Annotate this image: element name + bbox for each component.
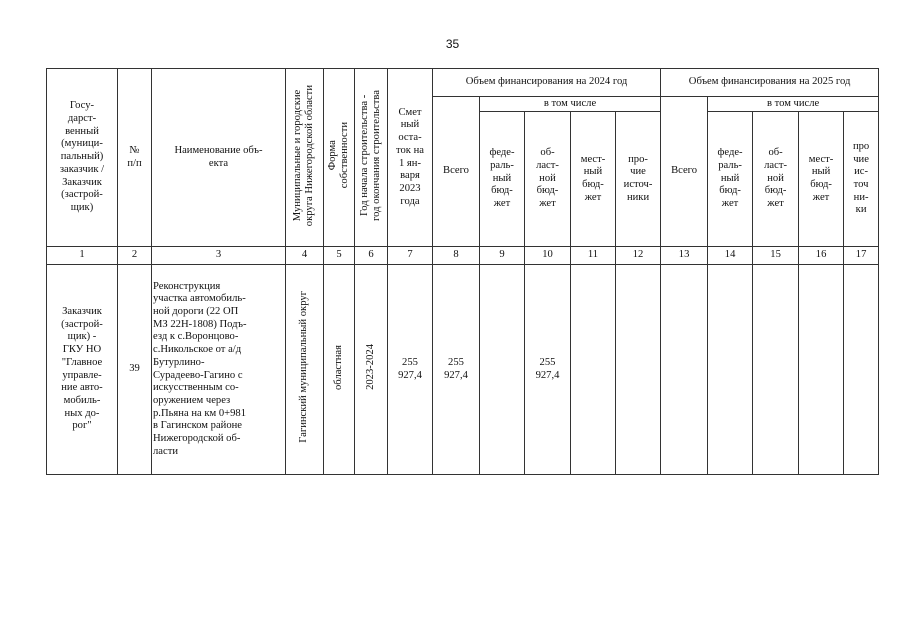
row-district-cell — [286, 265, 324, 475]
row-object-name: Реконструкция участка автомобиль- ной дороги (22 ОП МЗ 22Н-1808) Подъ- езд к с.Воронцово- с.Никольское от а/д Бутурлино- Сурадеево-Гагино с искусственным со- оружением через р.Пьяна на км 0+981 в Гагинском районе Нижегородской об- ласти — [152, 265, 286, 475]
column-number: 14 — [708, 247, 753, 265]
header-federal-2024: феде- раль- ный бюд- жет — [480, 112, 525, 247]
column-number: 5 — [324, 247, 355, 265]
header-regional-2025: об- ласт- ной бюд- жет — [753, 112, 799, 247]
header-num: № п/п — [118, 69, 152, 247]
header-including-2025: в том числе — [708, 97, 879, 112]
column-number: 1 — [47, 247, 118, 265]
row-regional-2025 — [753, 265, 799, 475]
row-local-2024 — [571, 265, 616, 475]
header-federal-2025: феде- раль- ный бюд- жет — [708, 112, 753, 247]
row-ownership-cell — [324, 265, 355, 475]
header-customer: Госу- дарст- венный (муници- пальный) заказчик / Заказчик (застрой- щик) — [47, 69, 118, 247]
column-number: 12 — [616, 247, 661, 265]
table-row — [47, 265, 879, 475]
header-remaining: Смет ный оста- ток на 1 ян- варя 2023 года — [388, 69, 433, 247]
row-district: Гагинский муниципальный округ — [298, 291, 310, 443]
header-row-1 — [47, 69, 879, 97]
row-local-2025 — [799, 265, 844, 475]
header-local-2025: мест- ный бюд- жет — [799, 112, 844, 247]
column-number: 3 — [152, 247, 286, 265]
header-years: Год начала строительства - год окончания строительства — [358, 89, 382, 221]
header-ownership-cell — [324, 69, 355, 247]
row-ownership: областная — [332, 344, 344, 390]
row-other-2024 — [616, 265, 661, 475]
column-number: 4 — [286, 247, 324, 265]
header-district: Муниципальные и городские округа Нижегородской области — [292, 84, 316, 226]
column-number: 13 — [661, 247, 708, 265]
header-other-2024: про- чие источ- ники — [616, 112, 661, 247]
row-federal-2025 — [708, 265, 753, 475]
column-number: 6 — [355, 247, 388, 265]
column-number: 17 — [844, 247, 879, 265]
header-other-2025: про чие ис- точ ни- ки — [844, 112, 879, 247]
financing-table — [46, 68, 879, 475]
header-regional-2024: об- ласт- ной бюд- жет — [525, 112, 571, 247]
row-num: 39 — [118, 265, 152, 475]
header-years-cell — [355, 69, 388, 247]
row-remaining: 255 927,4 — [388, 265, 433, 475]
row-customer: Заказчик (застрой- щик) - ГКУ НО "Главное управле- ние авто- мобиль- ных до- рог" — [47, 265, 118, 475]
header-local-2024: мест- ный бюд- жет — [571, 112, 616, 247]
column-number: 7 — [388, 247, 433, 265]
header-including-2024: в том числе — [480, 97, 661, 112]
header-fin-2025: Объем финансирования на 2025 год — [661, 69, 879, 97]
row-total-2025 — [661, 265, 708, 475]
header-fin-2024: Объем финансирования на 2024 год — [433, 69, 661, 97]
column-number: 2 — [118, 247, 152, 265]
header-ownership: Форма собственности — [326, 122, 350, 189]
header-total-2024: Всего — [433, 97, 480, 247]
row-years-cell — [355, 265, 388, 475]
column-number: 16 — [799, 247, 844, 265]
column-number: 15 — [753, 247, 799, 265]
column-number: 8 — [433, 247, 480, 265]
row-regional-2024: 255 927,4 — [525, 265, 571, 475]
column-number: 10 — [525, 247, 571, 265]
row-federal-2024 — [480, 265, 525, 475]
row-other-2025 — [844, 265, 879, 475]
row-total-2024: 255 927,4 — [433, 265, 480, 475]
header-district-cell — [286, 69, 324, 247]
column-number: 9 — [480, 247, 525, 265]
column-number: 11 — [571, 247, 616, 265]
header-object-name: Наименование объ- екта — [152, 69, 286, 247]
page-number: 35 — [445, 37, 460, 51]
header-total-2025: Всего — [661, 97, 708, 247]
row-years: 2023-2024 — [364, 344, 376, 391]
column-number-row — [47, 247, 879, 265]
